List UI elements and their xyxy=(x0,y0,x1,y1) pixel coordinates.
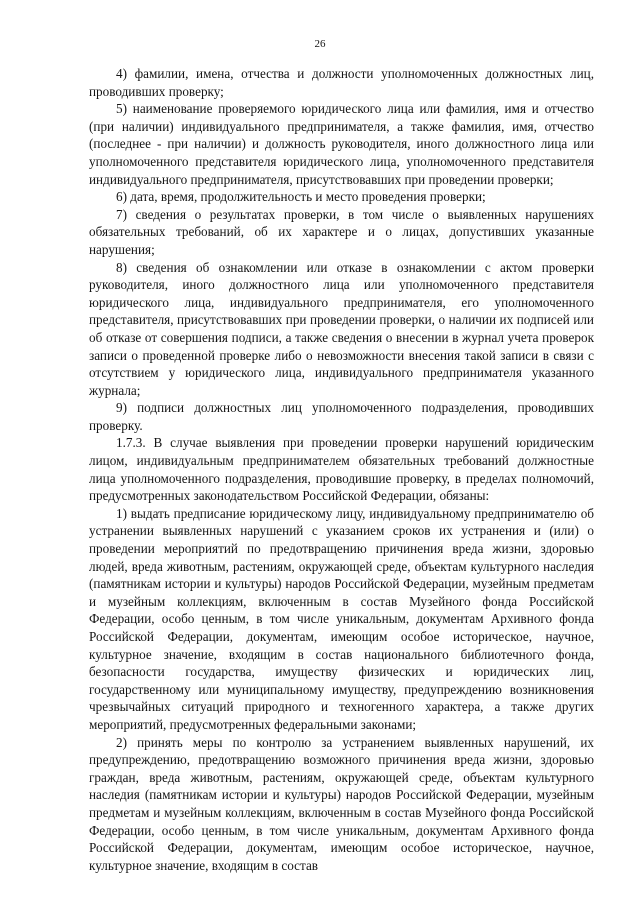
paragraph-item-7: 7) сведения о результатах проверки, в том числе о выявленных нарушениях обязательных требований, об их характере и о лицах, допустивших указанные нарушения; xyxy=(89,206,594,257)
document-body xyxy=(89,65,594,874)
paragraph-item-5: 5) наименование проверяемого юридического лица или фамилия, имя и отчество (при наличии) индивидуального предпринимателя, а также фамилия, имя, отчество (последнее - при наличии) и должность руководителя, иного должностного лица или уполномоченного представителя юридического лица, уполномоченного представителя индивидуального предпринимателя, присутствовавших при проведении проверки; xyxy=(89,101,594,187)
paragraph-duty-2: 2) принять меры по контролю за устранением выявленных нарушений, их предупреждению, предотвращению возможного причинения вреда жизни, здоровью граждан, вреда животным, растениям, окружающей среде, объектам культурного наследия (памятникам истории и культуры) народов Российской Федерации, музейным предметам и музейным коллекциям, включенным в состав Музейного фонда Российской Федерации, особо ценным, в том числе уникальным, документам Архивного фонда Российской Федерации, документам, имеющим особое историческое, научное, культурное значение, входящим в состав xyxy=(89,734,594,873)
paragraph-section-1-7-3: 1.7.3. В случае выявления при проведении проверки нарушений юридическим лицом, индивидуальным предпринимателем обязательных требований должностные лица уполномоченного подразделения, проводившие проверку, в пределах полномочий, предусмотренных законодательством Российской Федерации, обязаны: xyxy=(89,435,594,504)
paragraph-item-8: 8) сведения об ознакомлении или отказе в ознакомлении с актом проверки руководителя, иного должностного лица или уполномоченного представителя юридического лица, индивидуального предпринимателя, его уполномоченного представителя, присутствовавших при проведении проверки, о наличии их подписей или об отказе от совершения подписи, а также сведения о внесении в журнал учета проверок записи о проведенной проверке либо о невозможности внесения такой записи в связи с отсутствием у юридического лица, индивидуального предпринимателя указанного журнала; xyxy=(89,259,594,398)
paragraph-duty-1: 1) выдать предписание юридическому лицу, индивидуальному предпринимателю об устранении выявленных нарушений с указанием сроков их устранения и (или) о проведении мероприятий по предотвращению причинения вреда жизни, здоровью людей, вреда животным, растениям, окружающей среде, объектам культурного наследия (памятникам истории и культуры) народов Российской Федерации, музейным предметам и музейным коллекциям, включенным в состав Музейного фонда Российской Федерации, особо ценным, в том числе уникальным, документам Архивного фонда Российской Федерации, документам, имеющим особое историческое, научное, культурное значение, входящим в состав национального библиотечного фонда, безопасности государства, имуществу физических и юридических лиц, государственному или муниципальному имуществу, предупреждению возникновения чрезвычайных ситуаций природного и техногенного характера, а также других мероприятий, предусмотренных федеральными законами; xyxy=(89,505,594,732)
paragraph-item-4: 4) фамилии, имена, отчества и должности уполномоченных должностных лиц, проводивших проверку; xyxy=(89,66,594,99)
paragraph-item-6: 6) дата, время, продолжительность и место проведения проверки; xyxy=(116,189,486,205)
page-number: 26 xyxy=(314,38,326,50)
paragraph-item-9: 9) подписи должностных лиц уполномоченного подразделения, проводивших проверку. xyxy=(89,400,594,433)
